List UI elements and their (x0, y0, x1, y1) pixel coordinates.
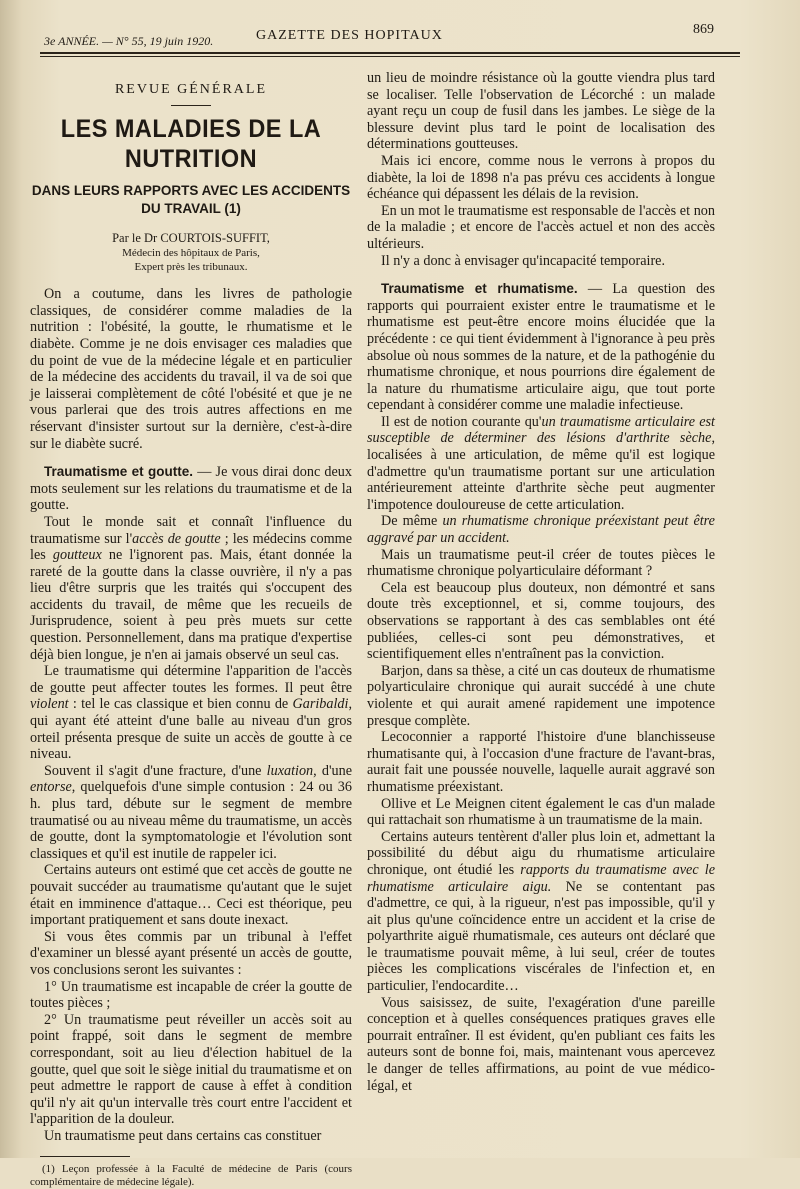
italic-run: un rhumatisme chronique préexistant peut être aggravé par un accident. (367, 513, 715, 547)
text-run: Ne se contentant pas d'admettre, ce qui, à la rigueur, n'est pas impossible, qu'il y ait plus qu'une coïncidence entre un accident et la crise de polyarthrite aiguë rhumatismale, ces auteurs ont déclaré que le traumatisme pouvait même, à lui seul, créer de toutes pièces les complications viscérales de l'infection et, en particulier, l'endocardite… (367, 878, 715, 995)
text-run: : tel le cas classique et bien connu de (68, 696, 293, 713)
paragraph: Ollive et Le Meignen citent également le cas d'un malade qui rattachait son rhumatisme à un traumatisme de la main. (367, 795, 715, 829)
text-run: Il est de notion courante qu' (381, 413, 542, 430)
text-run: Tout le monde sait et connaît l'influence du traumatisme sur l' (30, 513, 352, 547)
affiliation-line: Médecin des hôpitaux de Paris, (122, 247, 260, 260)
section-heading-paragraph (30, 464, 352, 514)
paragraph: En un mot le traumatisme est responsable de l'accès et non de la maladie ; et encore de l'accès actuel et non des accès ultérieurs. (367, 202, 715, 252)
paragraph (30, 763, 352, 863)
paragraph: un lieu de moindre résistance où la goutte viendra plus tard se localiser. Telle l'observation de Lécorché : un malade ayant reçu un coup de fusil dans les jambes. Le siège de la blessure devint plus tard le point de localisation des déterminations goutteuses. (367, 70, 715, 153)
heading-text: — La question des rapports qui pourraient exister entre le traumatisme et le rhumatisme est peut-être encore moins élucidée que la précédente : ce qui tient évidemment à l'ignorance à peu près absolue où nous sommes de la nature, et de la pathogénie du rhumatisme chronique, et nous pourrions dire également de la nature du rhumatisme articulaire aigu, que tout porte cependant à considérer comme une maladie infectieuse. (367, 281, 715, 414)
text-run: Le traumatisme qui détermine l'apparition de l'accès de goutte peut affecter toutes les formes. Il peut être (30, 663, 352, 696)
section-heading-paragraph (367, 281, 715, 414)
running-head (44, 22, 714, 50)
text-run: Souvent il s'agit d'une fracture, d'une (44, 762, 267, 779)
paragraph: Vous saisissez, de suite, l'exagération d'une pareille conception et à quelles conséquences pratiques graves elle pourrait entraîner. Il est évident, qu'en publiant ces faits les auteurs sont de bonne foi, mais, maintenant vous apercevez le danger de telles affirmations, au point de vue médico-légal, et (367, 994, 715, 1094)
paragraph: Barjon, dans sa thèse, a cité un cas douteux de rhumatisme polyarticulaire chronique qui aurait succédé à une chute violente et qui aurait amené rapidement une impotence presque complète. (367, 662, 715, 729)
italic-run: un traumatisme articulaire est susceptible de déterminer des lésions d'arthrite sèche (367, 413, 715, 447)
paragraph: Cela est beaucoup plus douteux, non démontré et sans doute très exceptionnel, et si, comme toujours, des observations se rapportant à des cas semblables ont été publiées, celles-ci sont peu démonstratives, et scientifiquement elles n'entraînent pas la conviction. (367, 579, 715, 663)
text-run: De même (381, 513, 443, 530)
paragraph: 2° Un traumatisme peut réveiller un accès soit au point frappé, soit dans le segment de membre correspondant, soit au lieu d'élection habituel de la goutte, quel que soit le siège initial du traumatisme et on peut admettre le rapport de cause à effet à condition qu'il n'y ait qu'un intervalle très court entre l'accident et l'apparition de la douleur. (30, 1011, 352, 1128)
italic-run: goutteux (52, 547, 102, 564)
issue-info: 3e ANNÉE. — N° 55, 19 juin 1920. (44, 34, 214, 48)
affiliation (30, 246, 352, 274)
text-run: , quelquefois d'une simple contusion : 24 ou 36 h. plus tard, débute sur le segment de membre traumatisé ou au niveau même du traumatisme, un accès de goutte, dont la symptomatologie et l'évolution sont classiques et qu'il est inutile de rappeler ici. (30, 779, 352, 862)
text-run: , d'une (313, 762, 353, 779)
italic-run: luxation (266, 762, 314, 779)
title-divider (171, 105, 211, 106)
section-heading: Traumatisme et goutte. (44, 464, 194, 480)
paragraph: Il n'y a donc à envisager qu'incapacité temporaire. (381, 252, 666, 269)
italic-run: accès de goutte (132, 530, 221, 547)
italic-run: rapports du traumatisme avec le rhumatisme articulaire aigu. (367, 861, 715, 895)
article-subtitle: DANS LEURS RAPPORTS AVEC LES ACCIDENTS (31, 182, 351, 198)
paragraph: Mais ici encore, comme nous le verrons à propos du diabète, la loi de 1898 n'a pas prévu ces accidents à longue échéance qui dépassent les délais de la revision. (367, 152, 715, 203)
text-run: , localisées à une articulation, de même qu'il est logique d'admettre qu'un traumatisme portant sur une articulation antérieurement atteinte d'arthrite sèche peut augmenter l'impotence douloureuse de cette articulation. (367, 430, 715, 513)
text-run: , qui ayant été atteint d'une balle au niveau d'un gros orteil présenta presque de suite un accès de goutte à ce niveau. (30, 696, 352, 763)
paragraph (30, 514, 352, 663)
text-run: Certains auteurs tentèrent d'aller plus loin et, admettant la possibilité du début aigu du rhumatisme articulaire chronique, ont étudié les (367, 828, 715, 878)
paragraph: Lecoconnier a rapporté l'histoire d'une blanchisseuse rhumatisante qui, à l'occasion d'une fracture de l'avant-bras, aurait fait une poussée nouvelle, laquelle aurait aggravé son rhumatisme préexistant. (367, 729, 715, 795)
section-heading: Traumatisme et rhumatisme. (381, 281, 578, 297)
heading-text: — Je vous dirai donc deux mots seulement sur les relations du traumatisme et de la goutte. (30, 464, 352, 514)
article-subtitle-2: DU TRAVAIL (1) (141, 200, 241, 216)
paragraph: Un traumatisme peut dans certains cas constituer (44, 1127, 322, 1144)
paragraph (367, 829, 715, 995)
text-run: ne l'ignorent pas. Mais, étant donnée la rareté de la goutte dans la classe ouvrière, il n'y a pas lieu d'être surpris que les traités qui s'occupent des accidents du travail, de même que les recueils de Jurisprudence, soient à peu près muets sur cette question. Personnellement, dans ma pratique d'expertise déjà bien longue, je n'en ai jamais observé un seul cas. (30, 547, 352, 663)
affiliation-line: Expert près les tribunaux. (134, 261, 248, 274)
paragraph: Certains auteurs ont estimé que cet accès de goutte ne pouvait succéder au traumatisme qu'autant que le sujet était en imminence d'attaque… Ceci est théorique, peu important pratiquement et sans doute inexact. (30, 862, 352, 929)
header-rule-thin (40, 56, 740, 57)
paragraph (367, 513, 715, 546)
paragraph (367, 414, 715, 514)
paragraph: On a coutume, dans les livres de pathologie classiques, de considérer comme maladies de la nutrition : l'obésité, la goutte, le rhumatisme et le diabète. Comme je ne dois envisager ces maladies que du point de vue de la médecine légale et en particulier de la médecine des accidents du travail, il va de soi que je laisserai complètement de côté l'obésité et que je ne vous parlerai que des trois autres affections en me réservant d'insister surtout sur la dernière, c'est-à-dire sur le diabète sucré. (30, 286, 352, 452)
paragraph: Mais un traumatisme peut-il créer de toutes pièces le rhumatisme chronique polyarticulaire déformant ? (367, 546, 715, 580)
paragraph: 1° Un traumatisme est incapable de créer la goutte de toutes pièces ; (30, 978, 352, 1012)
footnote-rule (40, 1156, 130, 1157)
article-title: LES MALADIES DE LA NUTRITION (60, 114, 322, 173)
footnote: (1) Leçon professée à la Faculté de médecine de Paris (cours complémentaire de médecine légale). (30, 1163, 352, 1189)
text-run: ; les médecins comme les (30, 530, 352, 564)
section-title: REVUE GÉNÉRALE (114, 82, 268, 97)
journal-title: GAZETTE DES HOPITAUX (256, 28, 443, 43)
right-column (367, 70, 715, 1094)
header-rule (40, 52, 740, 54)
left-column (30, 70, 352, 1189)
italic-run: Garibaldi (292, 696, 349, 713)
paragraph (30, 663, 352, 763)
italic-run: violent (30, 696, 69, 713)
italic-run: entorse (30, 779, 72, 796)
byline: Par le Dr COURTOIS-SUFFIT, (112, 230, 270, 245)
page-number: 869 (693, 22, 714, 37)
paragraph: Si vous êtes commis par un tribunal à l'effet d'examiner un blessé ayant présenté un accès de goutte, vos conclusions seront les suivantes : (30, 928, 352, 978)
